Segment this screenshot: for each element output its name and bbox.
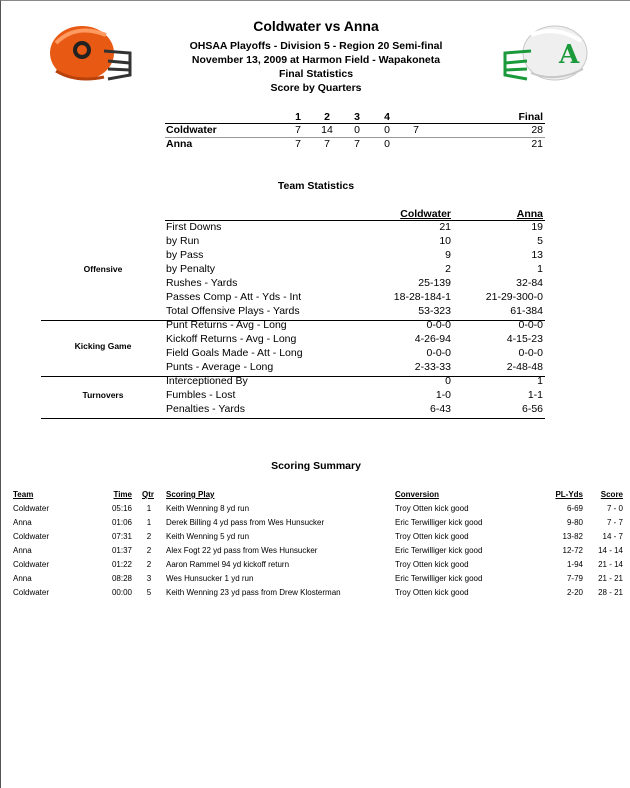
away-column-header: Anna <box>516 208 543 220</box>
stat-section-divider <box>41 376 545 377</box>
coldwater-helmet-icon <box>46 23 134 85</box>
stat-home-value: 10 <box>439 235 451 247</box>
quarter-team-name: Anna <box>166 138 193 150</box>
summary-team-cell: Anna <box>13 518 32 527</box>
stat-home-value: 4-26-94 <box>414 333 451 345</box>
summary-score-cell: 14 - 14 <box>598 546 623 555</box>
stat-away-value: 1-1 <box>527 389 543 401</box>
stat-home-value: 25-139 <box>418 277 451 289</box>
home-column-header: Coldwater <box>400 208 451 220</box>
summary-qtr-cell: 2 <box>146 532 152 541</box>
summary-play-cell: Keith Wenning 8 yd run <box>166 504 250 513</box>
final-header: Final <box>518 111 543 123</box>
stat-away-value: 6-56 <box>521 403 543 415</box>
quarter-team-name: Coldwater <box>166 124 217 136</box>
quarter-4-header: 4 <box>384 111 390 123</box>
summary-play-cell: Aaron Rammel 94 yd kickoff return <box>166 560 290 569</box>
summary-play-cell: Keith Wenning 23 yd pass from Drew Klosterman <box>166 588 341 597</box>
stat-home-value: 18-28-184-1 <box>393 291 451 303</box>
stat-label: Interceptioned By <box>166 375 248 387</box>
summary-team-cell: Coldwater <box>13 504 50 513</box>
summary-time-cell: 08:28 <box>111 574 132 583</box>
summary-time-cell: 05:16 <box>111 504 132 513</box>
summary-score-cell: 28 - 21 <box>598 588 623 597</box>
stat-label: by Penalty <box>166 263 216 275</box>
summary-conv-cell: Troy Otten kick good <box>395 504 469 513</box>
score-by-quarters-label: Score by Quarters <box>270 82 362 94</box>
summary-plyds-header: PL-Yds <box>555 490 583 499</box>
summary-conv-cell: Troy Otten kick good <box>395 588 469 597</box>
stat-away-value: 2-48-48 <box>506 361 543 373</box>
summary-qtr-cell: 5 <box>146 588 152 597</box>
quarter-2-header: 2 <box>324 111 330 123</box>
quarter-score: 7 <box>324 138 330 150</box>
stat-section-label: Kicking Game <box>74 341 132 351</box>
stat-header-rule <box>165 220 545 221</box>
stat-away-value: 19 <box>531 221 543 233</box>
summary-plyds-cell: 12-72 <box>562 546 583 555</box>
summary-time-cell: 01:22 <box>111 560 132 569</box>
summary-score-header: Score <box>600 490 623 499</box>
stat-label: Passes Comp - Att - Yds - Int <box>166 291 302 303</box>
summary-team-cell: Coldwater <box>13 532 50 541</box>
summary-conv-cell: Eric Terwilliger kick good <box>395 546 483 555</box>
summary-conversion-header: Conversion <box>395 490 440 499</box>
stat-section-label: Offensive <box>83 264 123 274</box>
stat-away-value: 61-384 <box>510 305 543 317</box>
summary-conv-cell: Eric Terwilliger kick good <box>395 518 483 527</box>
summary-play-cell: Keith Wenning 5 yd run <box>166 532 250 541</box>
quarter-score: 7 <box>295 138 301 150</box>
summary-score-cell: 7 - 0 <box>606 504 623 513</box>
summary-time-cell: 00:00 <box>111 588 132 597</box>
scoring-summary-title: Scoring Summary <box>271 460 361 472</box>
quarter-1-header: 1 <box>295 111 301 123</box>
stat-label: First Downs <box>166 221 222 233</box>
stat-label: Fumbles - Lost <box>166 389 236 401</box>
summary-time-header: Time <box>113 490 132 499</box>
stat-label: by Run <box>166 235 200 247</box>
stat-away-value: 32-84 <box>516 277 543 289</box>
summary-team-header: Team <box>13 490 34 499</box>
summary-time-cell: 07:31 <box>111 532 132 541</box>
summary-score-cell: 7 - 7 <box>606 518 623 527</box>
summary-qtr-cell: 3 <box>146 574 152 583</box>
summary-play-cell: Wes Hunsucker 1 yd run <box>166 574 254 583</box>
final-statistics-label: Final Statistics <box>278 68 354 80</box>
stat-label: Penalties - Yards <box>166 403 245 415</box>
stat-away-value: 21-29-300-0 <box>485 291 543 303</box>
quarter-score: 0 <box>384 138 390 150</box>
stat-label: by Pass <box>166 249 204 261</box>
quarter-score: 7 <box>354 138 360 150</box>
stat-section-divider <box>41 320 545 321</box>
summary-score-cell: 21 - 21 <box>598 574 623 583</box>
overtime-score: 7 <box>413 124 419 136</box>
summary-qtr-header: Qtr <box>142 490 154 499</box>
summary-plyds-cell: 7-79 <box>566 574 583 583</box>
quarter-score: 7 <box>295 124 301 136</box>
summary-play-header: Scoring Play <box>166 490 215 499</box>
summary-play-cell: Derek Billing 4 yd pass from Wes Hunsucker <box>166 518 325 527</box>
summary-plyds-cell: 1-94 <box>566 560 583 569</box>
final-score: 21 <box>531 138 543 150</box>
summary-score-cell: 21 - 14 <box>598 560 623 569</box>
stat-home-value: 1-0 <box>435 389 451 401</box>
page-title: Coldwater vs Anna <box>253 18 379 34</box>
stat-label: Punts - Average - Long <box>166 361 274 373</box>
summary-qtr-cell: 2 <box>146 560 152 569</box>
final-score: 28 <box>531 124 543 136</box>
summary-plyds-cell: 9-80 <box>566 518 583 527</box>
quarter-score: 14 <box>321 124 333 136</box>
summary-team-cell: Anna <box>13 546 32 555</box>
stat-away-value: 13 <box>531 249 543 261</box>
game-subtitle: OHSAA Playoffs - Division 5 - Region 20 Semi-final <box>189 40 443 52</box>
summary-team-cell: Coldwater <box>13 588 50 597</box>
stat-home-value: 2 <box>445 263 451 275</box>
stat-section-label: Turnovers <box>82 390 124 400</box>
summary-time-cell: 01:37 <box>111 546 132 555</box>
stat-label: Field Goals Made - Att - Long <box>166 347 303 359</box>
anna-helmet-icon <box>501 23 593 85</box>
stat-away-value: 1 <box>537 375 543 387</box>
stat-away-value: 4-15-23 <box>506 333 543 345</box>
stat-home-value: 53-323 <box>418 305 451 317</box>
summary-time-cell: 01:06 <box>111 518 132 527</box>
stat-home-value: 0-0-0 <box>426 319 451 331</box>
summary-play-cell: Alex Fogt 22 yd pass from Wes Hunsucker <box>166 546 318 555</box>
stat-away-value: 0-0-0 <box>518 347 543 359</box>
summary-team-cell: Coldwater <box>13 560 50 569</box>
stat-home-value: 6-43 <box>429 403 451 415</box>
stat-away-value: 0-0-0 <box>518 319 543 331</box>
stat-label: Total Offensive Plays - Yards <box>166 305 300 317</box>
summary-team-cell: Anna <box>13 574 32 583</box>
stat-home-value: 21 <box>439 221 451 233</box>
stat-home-value: 0-0-0 <box>426 347 451 359</box>
stat-home-value: 0 <box>445 375 451 387</box>
team-statistics-title: Team Statistics <box>277 180 355 192</box>
stat-away-value: 5 <box>537 235 543 247</box>
summary-qtr-cell: 1 <box>146 504 152 513</box>
stat-home-value: 2-33-33 <box>414 361 451 373</box>
stat-home-value: 9 <box>445 249 451 261</box>
summary-qtr-cell: 1 <box>146 518 152 527</box>
summary-conv-cell: Troy Otten kick good <box>395 560 469 569</box>
summary-plyds-cell: 13-82 <box>562 532 583 541</box>
game-date-location: November 13, 2009 at Harmon Field - Wapakoneta <box>191 54 441 66</box>
summary-plyds-cell: 2-20 <box>566 588 583 597</box>
quarter-score: 0 <box>354 124 360 136</box>
summary-plyds-cell: 6-69 <box>566 504 583 513</box>
summary-score-cell: 14 - 7 <box>602 532 623 541</box>
quarter-3-header: 3 <box>354 111 360 123</box>
quarter-score: 0 <box>384 124 390 136</box>
summary-conv-cell: Eric Terwilliger kick good <box>395 574 483 583</box>
stat-label: Rushes - Yards <box>166 277 238 289</box>
summary-qtr-cell: 2 <box>146 546 152 555</box>
svg-text:A: A <box>559 40 580 70</box>
summary-conv-cell: Troy Otten kick good <box>395 532 469 541</box>
stat-away-value: 1 <box>537 263 543 275</box>
stat-label: Kickoff Returns - Avg - Long <box>166 333 297 345</box>
stat-label: Punt Returns - Avg - Long <box>166 319 287 331</box>
stat-section-divider <box>41 418 545 419</box>
